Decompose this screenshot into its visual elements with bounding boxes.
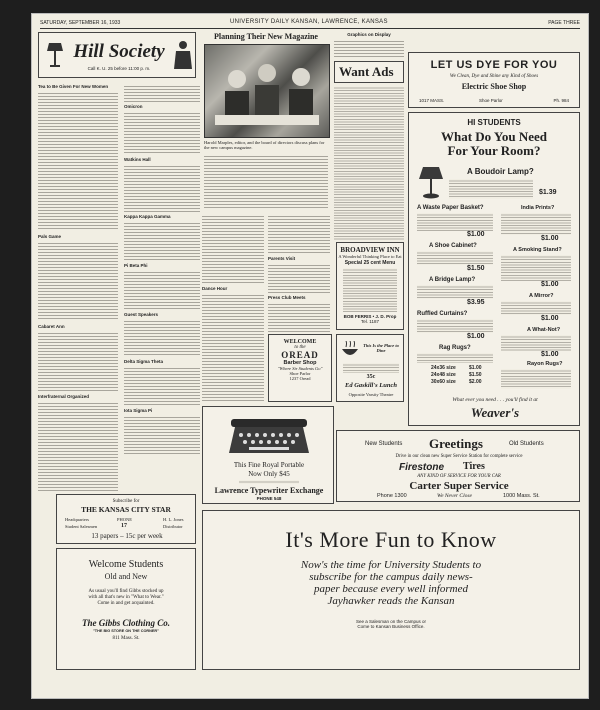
want-ads-title: Want Ads	[339, 64, 394, 79]
dye-addr3: Ph. 984	[553, 98, 569, 103]
dye-line2: Electric Shoe Shop	[461, 82, 527, 91]
col2-heading-7: Iota Sigma Pi	[124, 408, 153, 413]
broadview-line4: Tel. 1187	[361, 319, 379, 324]
oread-line2: "Where Sir Students Go"	[277, 366, 323, 371]
greetings-line2: Drive in our clean new Super Service Station for complete service	[395, 454, 523, 459]
kansan-subscription-ad	[202, 510, 580, 670]
dye-addr1: 1017 MASS.	[419, 98, 445, 103]
dye-title: LET US DYE FOR YOU	[430, 59, 558, 71]
society-heading-3: Cabaret Ann	[38, 324, 65, 329]
broadview-line3: BOB FERRIS • J. D. Prop	[343, 314, 397, 319]
oread-line3: Shoe Parlor	[289, 371, 311, 376]
col2-heading-1: Omicron	[124, 104, 143, 109]
col2-heading-3: Kappa Kappa Gamma	[124, 214, 171, 219]
want-ads	[334, 32, 404, 238]
oread-name: OREAD	[281, 350, 319, 360]
fun-foot1: See a Salesman on the Campus or	[355, 619, 427, 624]
gaskill-line3: Opposite Varsity Theatre	[348, 392, 394, 397]
rug-size-0: 24x36 size	[431, 365, 456, 371]
typewriter-line4: PHONE 548	[256, 496, 282, 501]
gaskill-line1: This Is the Place to Dine	[363, 343, 399, 353]
greetings-line1b: Greetings	[429, 436, 483, 451]
item-name-2: A Waste Paper Basket?	[417, 205, 484, 211]
society-heading-1: Tea to Be Given For New Women	[38, 84, 109, 89]
carter-service-ad	[336, 430, 580, 502]
dye-addr2: Shoe Parlor	[479, 98, 503, 103]
col2-heading-2: Watkins Hall	[124, 157, 151, 162]
gibbs-line4: with all that's new in "What to Wear."	[88, 595, 164, 600]
header-page: PAGE THREE	[548, 20, 580, 26]
gibbs-line5: Come in and get acquainted.	[97, 601, 155, 606]
graphics-label: Graphics on Display	[347, 32, 391, 37]
broadview-title: BROADVIEW INN	[340, 246, 400, 254]
item-price-5: $1.00	[541, 315, 559, 322]
weavers-banner: HI STUDENTS	[467, 118, 521, 127]
society-text-2	[38, 241, 118, 321]
greetings-product: Tires	[463, 461, 485, 472]
greetings-line3: ANY KIND OF SERVICE FOR YOUR CAR	[417, 474, 501, 479]
page-header	[40, 18, 580, 29]
fun-foot2: Come to Kansan Business Office.	[357, 624, 425, 629]
item-name-9: Rayon Rugs?	[527, 361, 563, 367]
carter-tag: We Never Close	[437, 493, 472, 499]
fun-body4: Jayhawker reads the Kansan	[327, 595, 455, 607]
rug-price-2: $2.00	[469, 379, 482, 385]
oread-line4: 1237 Oread	[289, 376, 311, 381]
rug-size-1: 24x48 size	[431, 372, 456, 378]
oread-barber-ad	[268, 334, 332, 402]
weavers-footer: What ever you need . . . you'll find it at	[452, 397, 538, 403]
weavers-ad	[408, 112, 580, 426]
lamp-illustration-icon	[417, 165, 445, 199]
gibbs-line1: Welcome Students	[88, 559, 164, 570]
typewriter-icon	[227, 413, 311, 457]
gibbs-logo: The Gibbs Clothing Co.	[81, 618, 171, 628]
star-line2: THE KANSAS CITY STAR	[81, 505, 171, 514]
magazine-headline: Planning Their New Magazine	[214, 32, 318, 41]
society-text-3	[38, 331, 118, 391]
oread-line1: Barber Shop	[283, 360, 317, 366]
item-name-1: India Prints?	[521, 205, 555, 211]
star-line1: Subscribe for	[112, 499, 140, 504]
society-heading-4: Interfraternal Organized	[38, 394, 90, 399]
item-name-5: A Mirror?	[529, 293, 554, 299]
gibbs-line2: Old and New	[104, 572, 148, 581]
society-text-1	[38, 91, 118, 231]
rug-size-2: 30x60 size	[431, 379, 456, 385]
gaskill-lunch-ad	[336, 334, 404, 402]
fun-headline: It's More Fun to Know	[285, 527, 497, 552]
typewriter-line2: Now Only $45	[248, 470, 290, 478]
item-name-4: A Shoe Cabinet?	[429, 243, 477, 249]
dye-ad	[408, 52, 580, 108]
star-col2: PHONE	[117, 517, 133, 522]
gaskill-line2: Ed Gaskill's Lunch	[344, 382, 397, 389]
item-name-0: A Boudoir Lamp?	[467, 167, 534, 176]
item-price-7: $1.00	[541, 351, 559, 358]
firestone-logo: Firestone	[399, 462, 445, 473]
oread-welcome: WELCOME	[283, 339, 317, 345]
society-subtitle: Call K. U. 25 before 11:00 p. m.	[87, 66, 151, 71]
gibbs-tag: "THE BIG STORE ON THE CORNER"	[93, 629, 159, 633]
magazine-text	[204, 154, 328, 210]
item-price-4: $1.50	[467, 265, 485, 272]
typewriter-ad	[202, 406, 334, 504]
col2-heading-5: Guest Speakers	[124, 312, 159, 317]
star-row2c: Distributor	[163, 524, 183, 529]
broadview-line2: Special 25 cent Menu	[344, 260, 396, 266]
star-col1: Headquarters	[65, 517, 89, 522]
greetings-line1c: Old Students	[509, 441, 544, 447]
star-col3: H. L. Jones	[163, 517, 184, 522]
greetings-line1a: New Students	[365, 441, 403, 447]
item-price-1: $1.00	[541, 235, 559, 242]
carter-name: Carter Super Service	[409, 480, 509, 492]
broadview-line1: A Wonderful Thinking Place to Eat	[338, 254, 402, 259]
header-title: UNIVERSITY DAILY KANSAN, LAWRENCE, KANSAS	[230, 19, 388, 25]
rug-price-1: $1.50	[469, 372, 482, 378]
newspaper-page	[32, 14, 588, 698]
gibbs-address: 811 Mass. St.	[112, 636, 140, 641]
lamp-icon	[45, 41, 65, 69]
magazine-photo	[204, 44, 330, 138]
item-price-2: $1.00	[467, 231, 485, 238]
society-column-1	[38, 84, 118, 488]
society-heading-2: Pals Game	[38, 234, 62, 239]
item-price-8: $1.00	[467, 333, 485, 340]
society-text-4	[38, 401, 118, 491]
kc-star-ad	[56, 494, 196, 544]
figure-icon	[173, 39, 193, 71]
column-3-text	[202, 214, 264, 402]
society-column-2	[124, 84, 200, 488]
gibbs-line3: As usual you'll find Gibbs stocked up	[88, 589, 164, 594]
carter-phone: Phone 1300	[377, 493, 407, 499]
item-price-0: $1.39	[539, 189, 557, 196]
col4-heading-3: Press Club Meets	[268, 295, 306, 300]
typewriter-line1: This Fine Royal Portable	[233, 461, 305, 469]
col4-heading-2: Parents Visit	[268, 256, 296, 261]
dye-line1: We Clean, Dye and Shine any Kind of Shoes	[449, 74, 539, 79]
gibbs-clothing-ad	[56, 548, 196, 670]
carter-address: 1000 Mass. St.	[503, 493, 540, 499]
magazine-story	[202, 32, 330, 212]
rug-price-0: $1.00	[469, 365, 482, 371]
broadview-inn-ad	[336, 242, 404, 330]
oread-to-the: to the	[294, 345, 306, 350]
col3-heading-1: Dance Hour	[202, 286, 228, 291]
item-name-3: A Smoking Stand?	[513, 247, 562, 253]
weavers-title-1: What Do You Need	[440, 129, 548, 144]
bowl-icon	[341, 341, 359, 359]
star-row2b: 17	[121, 523, 127, 529]
want-ads-title-box	[334, 61, 404, 83]
item-price-3: $1.00	[541, 281, 559, 288]
col2-heading-4: Pi Beta Phi	[124, 263, 148, 268]
hill-society-masthead	[38, 32, 196, 78]
item-name-8: Ruffled Curtains?	[417, 311, 468, 317]
want-ads-listings	[334, 86, 404, 240]
fun-body1: Now's the time for University Students to	[300, 559, 482, 571]
weavers-logo: Weaver's	[470, 405, 520, 420]
gaskill-price: 35c	[366, 374, 376, 380]
fun-body3: paper because every well informed	[314, 583, 468, 595]
item-name-10: Rag Rugs?	[439, 345, 471, 351]
star-price: 13 papers – 15c per week	[91, 532, 163, 540]
society-title: Hill Society	[73, 41, 165, 62]
col2-heading-6: Delta Sigma Theta	[124, 359, 164, 364]
item-name-6: A Bridge Lamp?	[429, 277, 476, 283]
broadview-menu	[343, 268, 397, 312]
item-name-7: A What-Not?	[527, 327, 561, 333]
item-price-6: $3.95	[467, 299, 485, 306]
header-date: SATURDAY, SEPTEMBER 16, 1933	[40, 20, 121, 26]
magazine-caption: Harold Marples, editor, and the board of directors discuss plans for the new campus magazine.	[204, 140, 325, 151]
star-row2a: Student Salesmen	[65, 524, 98, 529]
weavers-title-2: For Your Room?	[447, 143, 541, 158]
column-4-text	[268, 214, 330, 332]
fun-body2: subscribe for the campus daily news-	[309, 571, 473, 583]
typewriter-line3: Lawrence Typewriter Exchange	[214, 486, 324, 495]
